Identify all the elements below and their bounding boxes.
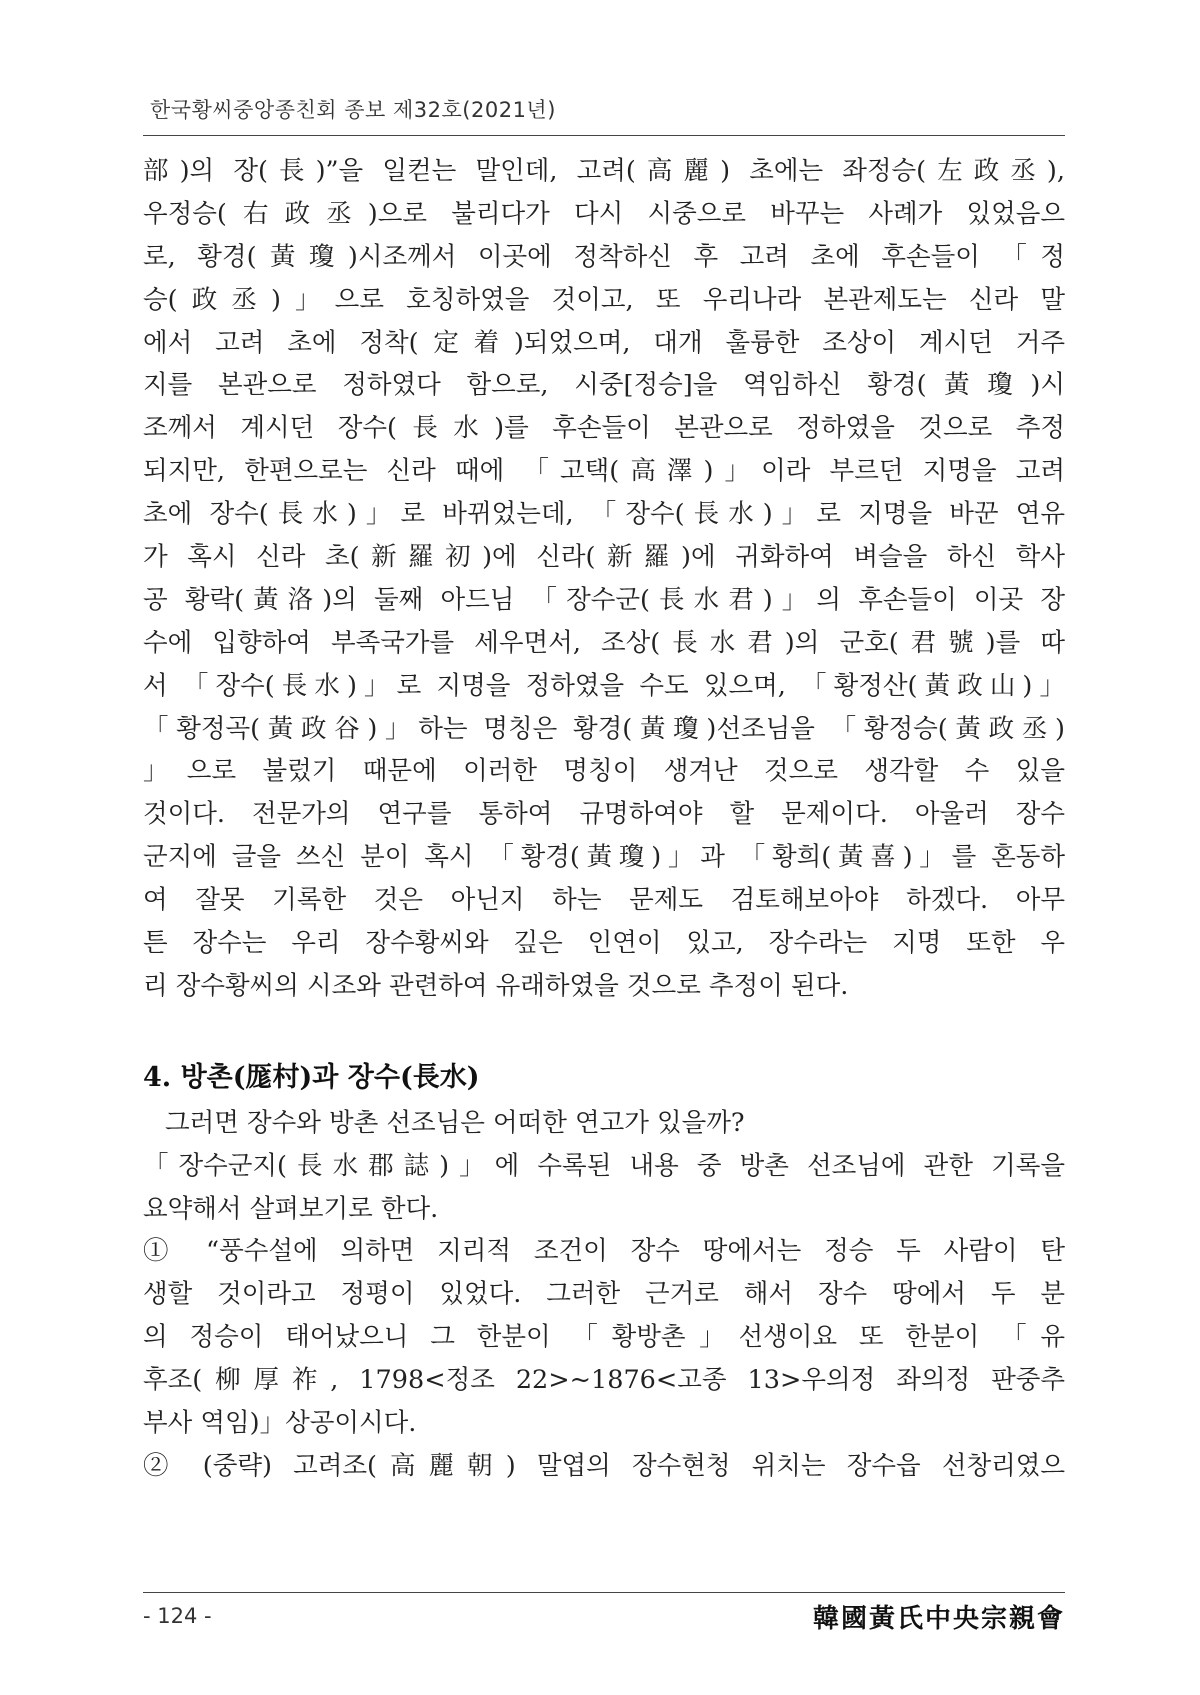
paragraph xyxy=(143,150,1065,1008)
text-line: 「장수군지(長水郡誌)」에 수록된 내용 중 방촌 선조님에 관한 기록을 xyxy=(143,1150,1065,1181)
text-line: 것이다. 전문가의 연구를 통하여 규명하여야 할 문제이다. 아울러 장수 xyxy=(143,799,1065,830)
text-line: 지를 본관으로 정하였다 함으로, 시중[정승]을 역임하신 황경(黃瓊)시 xyxy=(143,370,1065,401)
text-line: 가 혹시 신라 초(新羅初)에 신라(新羅)에 귀화하여 벼슬을 하신 학사 xyxy=(143,542,1065,573)
organization-logo-text: 韓國黃氏中央宗親會 xyxy=(812,1604,1065,1634)
text-line: 군지에 글을 쓰신 분이 혹시 「황경(黃瓊)」과 「황희(黃喜)」를 혼동하 xyxy=(143,842,1065,873)
text-line: 로, 황경(黃瓊)시조께서 이곳에 정착하신 후 고려 초에 후손들이 「정 xyxy=(143,241,1065,272)
header-divider xyxy=(143,135,1065,136)
text-line: 생할 것이라고 정평이 있었다. 그러한 근거로 해서 장수 땅에서 두 분 xyxy=(143,1279,1065,1310)
text-line: 그러면 장수와 방촌 선조님은 어떠한 연고가 있을까? xyxy=(165,1107,745,1138)
text-line: ② (중략) 고려조(高麗朝) 말엽의 장수현청 위치는 장수읍 선창리였으 xyxy=(143,1450,1065,1481)
text-line: 후조(柳厚祚, 1798<정조 22>~1876<고종 13>우의정 좌의정 판중추 xyxy=(143,1365,1065,1396)
section-heading: 4. 방촌(厖村)과 장수(長水) xyxy=(143,1061,480,1093)
text-line: 리 장수황씨의 시조와 관련하여 유래하였을 것으로 추정이 된다. xyxy=(143,970,849,1001)
text-line: 튼 장수는 우리 장수황씨와 깊은 인연이 있고, 장수라는 지명 또한 우 xyxy=(143,928,1065,959)
footer-divider xyxy=(143,1592,1065,1593)
page-number: - 124 - xyxy=(143,1604,212,1628)
text-line: 部)의 장(長)”을 일컫는 말인데, 고려(高麗) 초에는 좌정승(左政丞), xyxy=(143,156,1065,186)
text-line: 공 황락(黃洛)의 둘째 아드님 「장수군(長水君)」의 후손들이 이곳 장 xyxy=(143,584,1065,615)
text-line: 」으로 불렀기 때문에 이러한 명칭이 생겨난 것으로 생각할 수 있을 xyxy=(143,756,1065,787)
text-line: 조께서 계시던 장수(長水)를 후손들이 본관으로 정하였을 것으로 추정 xyxy=(143,413,1065,444)
text-line: 승(政丞)」으로 호칭하였을 것이고, 또 우리나라 본관제도는 신라 말 xyxy=(143,284,1065,315)
text-line: 여 잘못 기록한 것은 아닌지 하는 문제도 검토해보아야 하겠다. 아무 xyxy=(143,885,1065,916)
running-header: 한국황씨중앙종친회 종보 제32호(2021년) xyxy=(150,98,556,122)
text-line: 우정승(右政丞)으로 불리다가 다시 시중으로 바꾸는 사례가 있었음으 xyxy=(143,198,1065,229)
section-content xyxy=(143,1102,1065,1488)
text-line: 되지만, 한편으로는 신라 때에 「고택(高澤)」이라 부르던 지명을 고려 xyxy=(143,456,1065,487)
text-line: 「황정곡(黃政谷)」하는 명칭은 황경(黃瓊)선조님을 「황정승(黃政丞) xyxy=(143,713,1065,744)
article-body xyxy=(143,150,1065,1488)
text-line: 부사 역임)」상공이시다. xyxy=(143,1408,417,1439)
text-line: 에서 고려 초에 정착(定着)되었으며, 대개 훌륭한 조상이 계시던 거주 xyxy=(143,327,1065,358)
section-spacer xyxy=(143,1008,1065,1054)
text-line: ① “풍수설에 의하면 지리적 조건이 장수 땅에서는 정승 두 사람이 탄 xyxy=(143,1236,1065,1267)
text-line: 초에 장수(長水)」로 바뀌었는데, 「장수(長水)」로 지명을 바꾼 연유 xyxy=(143,499,1065,530)
text-line: 의 정승이 태어났으니 그 한분이 「황방촌」선생이요 또 한분이 「유 xyxy=(143,1322,1065,1353)
text-line: 요약해서 살펴보기로 한다. xyxy=(143,1193,439,1224)
text-line: 수에 입향하여 부족국가를 세우면서, 조상(長水君)의 군호(君號)를 따 xyxy=(143,627,1065,658)
text-line: 서 「장수(長水)」로 지명을 정하였을 수도 있으며, 「황정산(黃政山)」 xyxy=(143,670,1065,701)
